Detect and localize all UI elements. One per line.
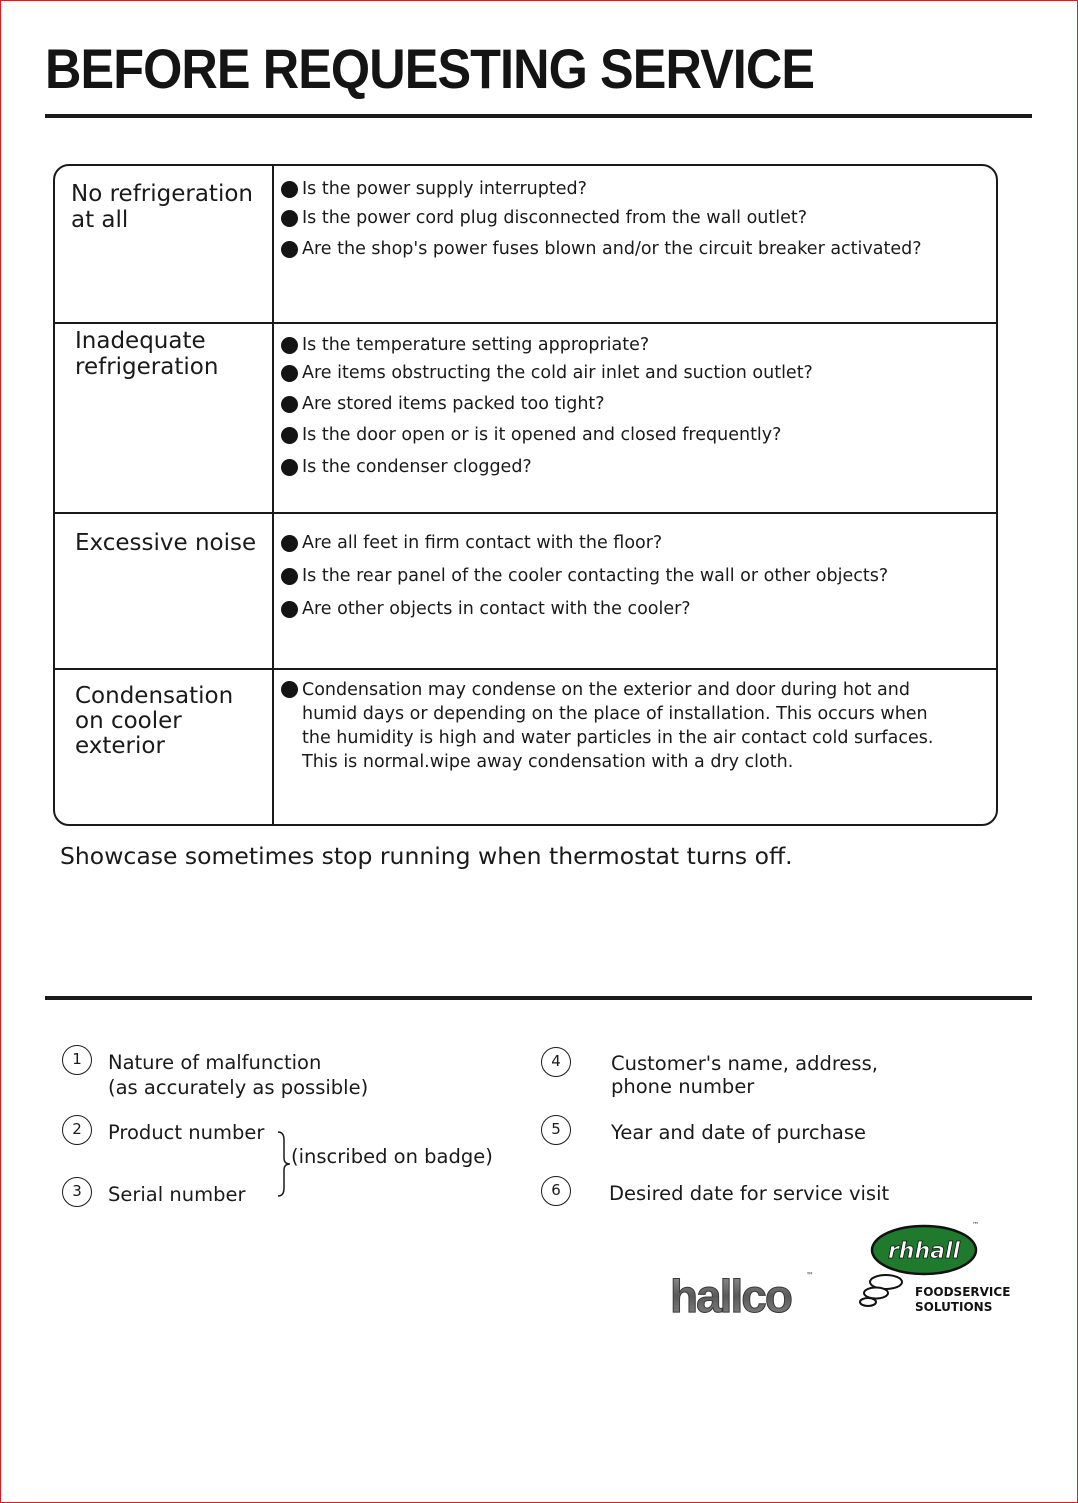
- check-item: Is the door open or is it opened and closed frequently?: [281, 424, 781, 446]
- hallco-logo: [668, 1262, 818, 1322]
- svg-text:FOODSERVICE: FOODSERVICE: [915, 1285, 1011, 1299]
- number-badge: 4: [541, 1047, 571, 1077]
- troubleshooting-table: [53, 164, 998, 826]
- number-badge: 6: [541, 1176, 571, 1206]
- bullet-icon: [281, 396, 298, 413]
- bullet-icon: [281, 337, 298, 354]
- symptom-label: Inadequate refrigeration: [75, 328, 219, 380]
- svg-text:™: ™: [972, 1221, 979, 1229]
- check-item: Is the rear panel of the cooler contacting the wall or other objects?: [281, 565, 888, 587]
- number-badge: 5: [541, 1115, 571, 1145]
- info-item-2: [62, 1120, 264, 1145]
- title-rule: [45, 114, 1032, 118]
- info-label: Year and date of purchase: [611, 1121, 867, 1144]
- info-item-1: [62, 1050, 368, 1100]
- section-rule: [45, 996, 1032, 1000]
- check-item: Is the power cord plug disconnected from the wall outlet?: [281, 207, 807, 229]
- check-item: Are other objects in contact with the cooler?: [281, 598, 691, 620]
- symptom-label: Condensation on cooler exterior: [75, 683, 234, 759]
- bullet-icon: [281, 601, 298, 618]
- brace-icon: [276, 1130, 292, 1198]
- svg-text:SOLUTIONS: SOLUTIONS: [915, 1300, 993, 1314]
- bullet-icon: [281, 681, 298, 698]
- info-label: Nature of malfunction (as accurately as possible): [108, 1051, 369, 1099]
- number-badge: 3: [62, 1177, 92, 1207]
- info-item-3: [62, 1182, 245, 1207]
- svg-text:rhhall: rhhall: [887, 1239, 961, 1264]
- badge-note: (inscribed on badge): [291, 1145, 493, 1168]
- trouble-row-inadequate-refrigeration: [55, 322, 996, 512]
- bullet-icon: [281, 535, 298, 552]
- number-badge: 1: [62, 1045, 92, 1075]
- thermostat-note: Showcase sometimes stop running when thermostat turns off.: [60, 842, 793, 870]
- info-label: Serial number: [108, 1183, 246, 1206]
- number-badge: 2: [62, 1115, 92, 1145]
- check-item: Is the temperature setting appropriate?: [281, 334, 649, 356]
- bullet-icon: [281, 427, 298, 444]
- trouble-row-no-refrigeration: [55, 166, 996, 324]
- check-item: Are items obstructing the cold air inlet and suction outlet?: [281, 362, 813, 384]
- symptom-label: No refrigeration at all: [71, 181, 253, 233]
- info-item-6: [541, 1181, 889, 1206]
- info-label: Desired date for service visit: [609, 1182, 890, 1205]
- check-item: Are stored items packed too tight?: [281, 393, 605, 415]
- svg-text:™: ™: [806, 1271, 814, 1280]
- check-item: Is the condenser clogged?: [281, 456, 532, 478]
- trouble-row-condensation: [55, 668, 996, 826]
- bullet-icon: [281, 210, 298, 227]
- info-item-4: [541, 1052, 878, 1098]
- svg-text:hallco: hallco: [670, 1270, 791, 1322]
- info-label: Customer's name, address, phone number: [611, 1052, 878, 1098]
- bullet-icon: [281, 365, 298, 382]
- info-item-5: [541, 1120, 866, 1145]
- bullet-icon: [281, 241, 298, 258]
- symptom-label: Excessive noise: [75, 530, 257, 556]
- page-title: BEFORE REQUESTING SERVICE: [45, 37, 815, 100]
- bullet-icon: [281, 568, 298, 585]
- check-item: Are the shop's power fuses blown and/or the circuit breaker activated?: [281, 238, 922, 260]
- bullet-icon: [281, 181, 298, 198]
- rhhall-logo: [852, 1220, 1022, 1320]
- check-item: Is the power supply interrupted?: [281, 178, 587, 200]
- check-item: Condensation may condense on the exterior and door during hot and humid days or depending on the place of installation. This occurs when the humidity is high and water particles in the air contact cold surfaces. This is normal.wipe away condensation with a dry cloth.: [281, 678, 933, 774]
- info-label: Product number: [108, 1121, 265, 1144]
- trouble-row-excessive-noise: [55, 512, 996, 668]
- bullet-icon: [281, 459, 298, 476]
- check-item: Are all feet in firm contact with the floor?: [281, 532, 662, 554]
